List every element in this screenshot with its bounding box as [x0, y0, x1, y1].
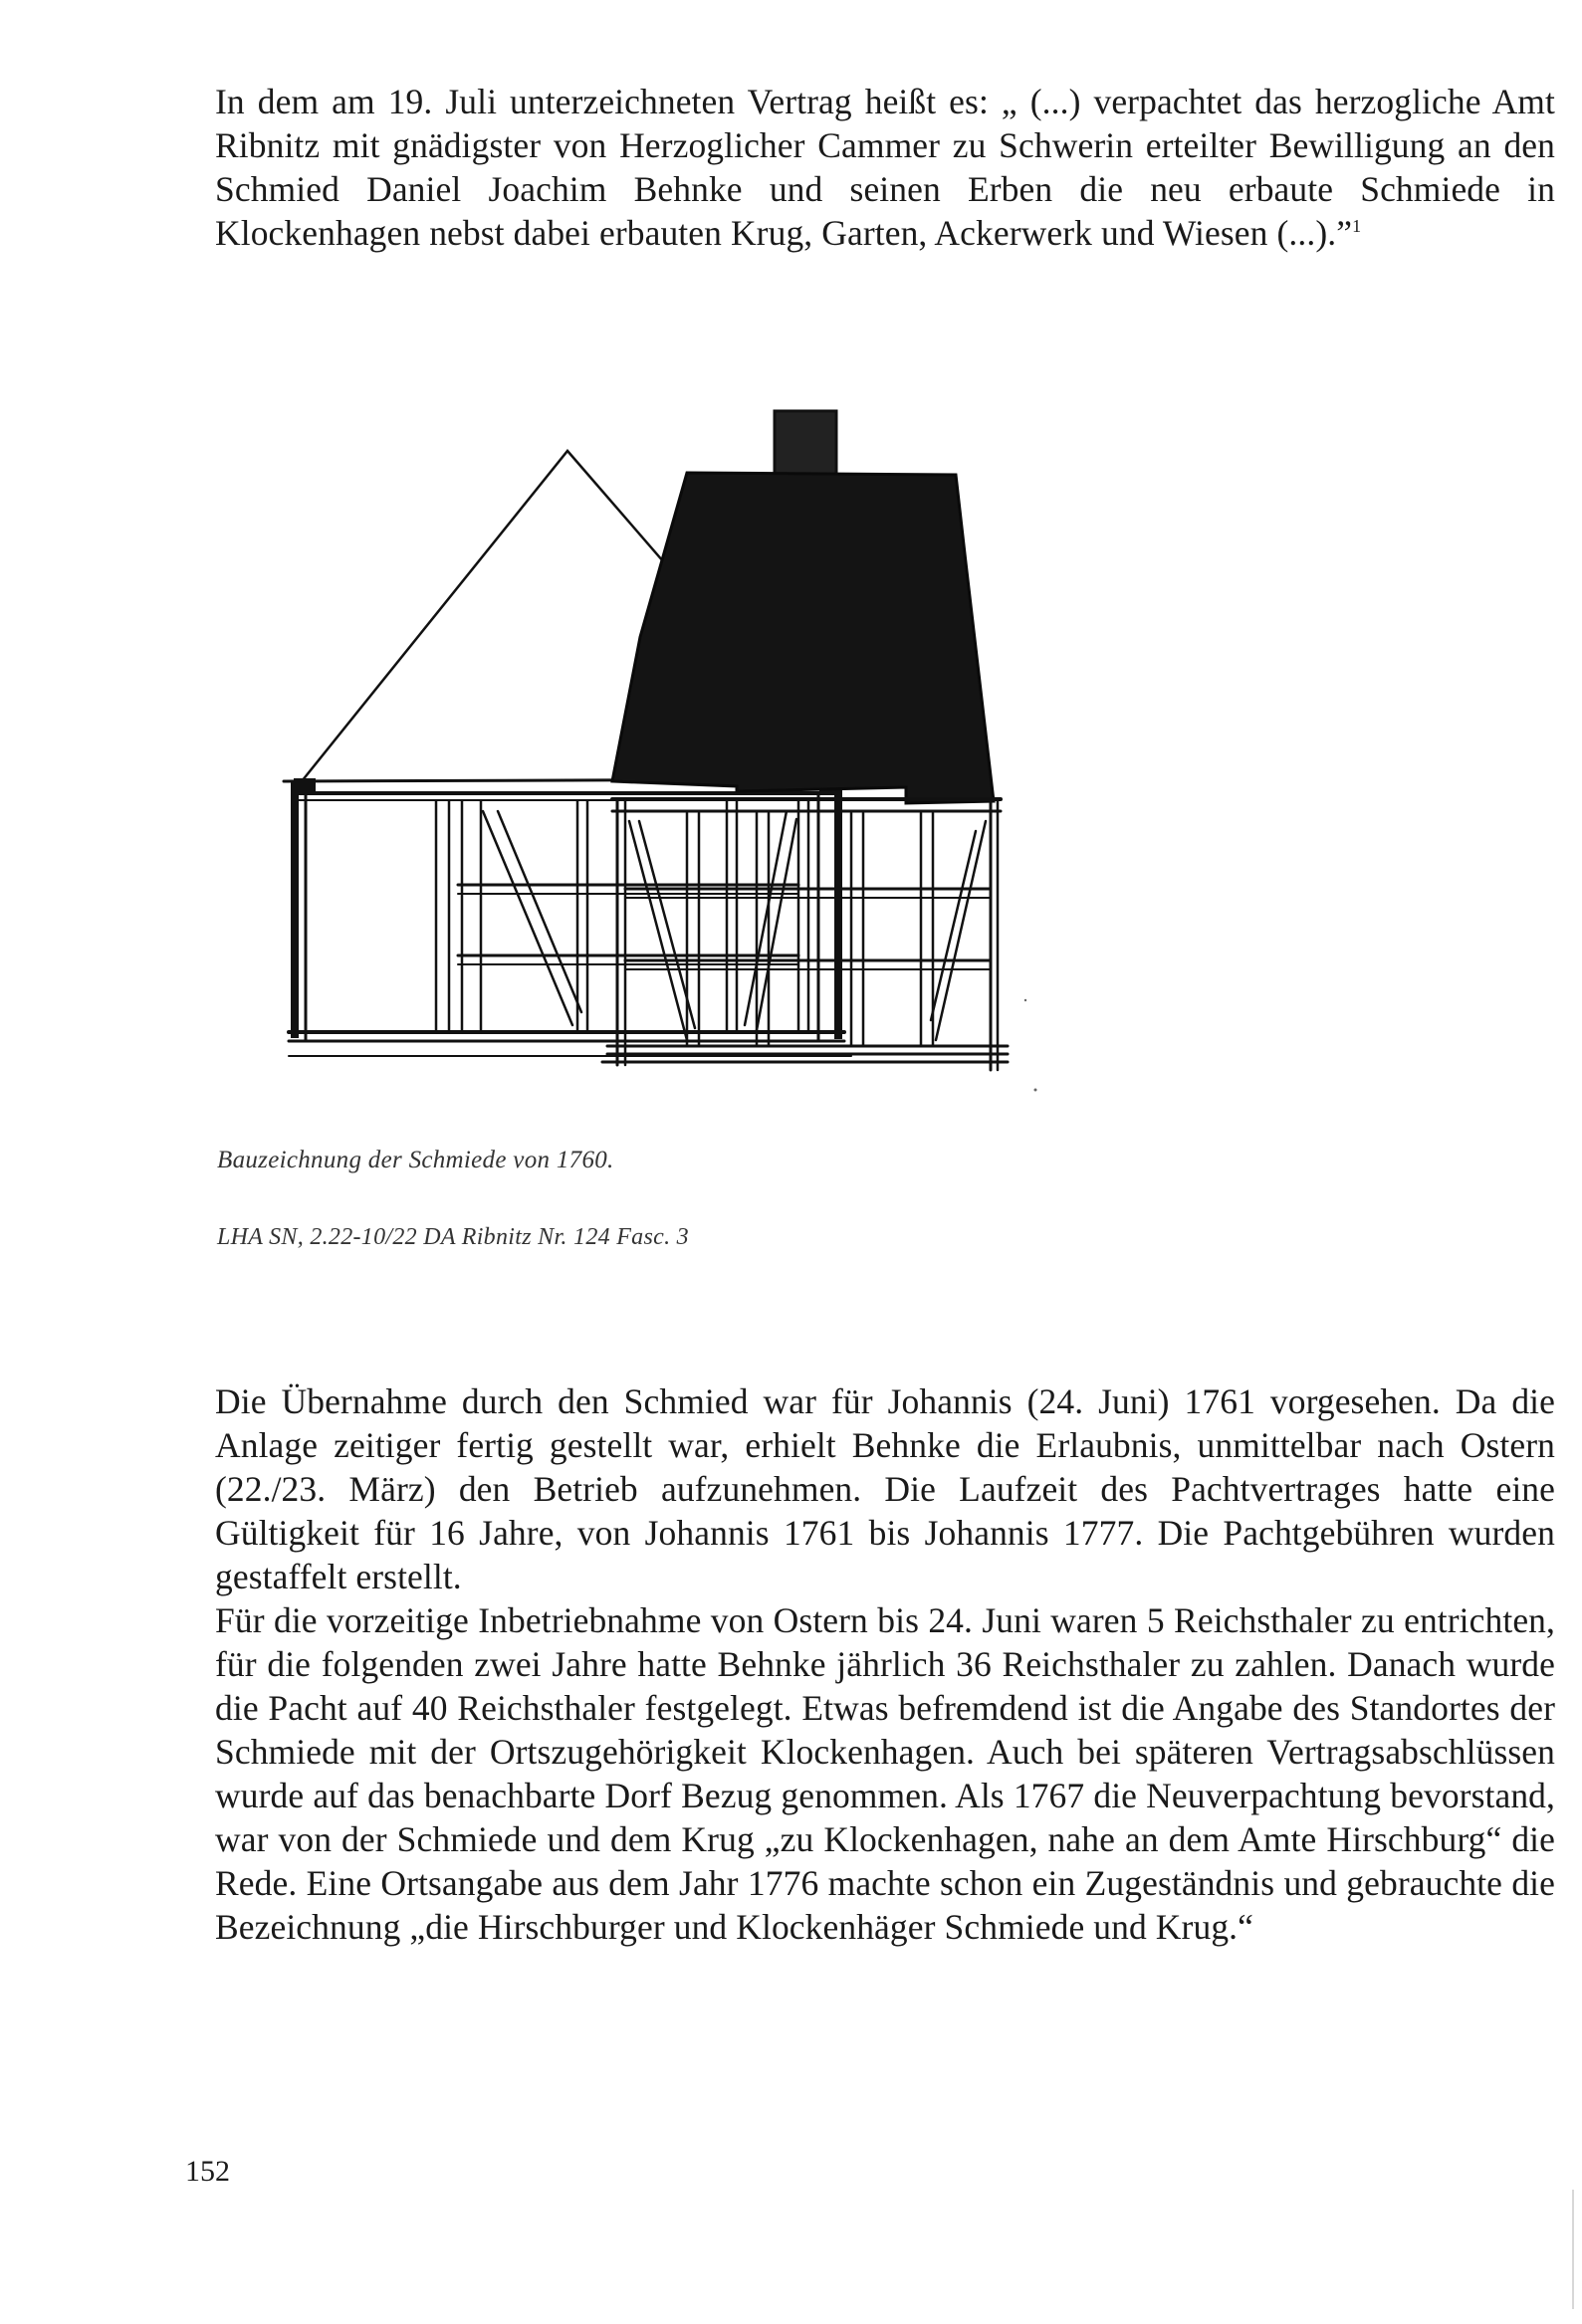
scan-edge	[1572, 2190, 1574, 2309]
footnote-reference: 1	[1352, 216, 1362, 237]
body-paragraphs	[215, 1379, 1555, 1949]
paragraph-handover: Die Übernahme durch den Schmied war für Johannis (24. Juni) 1761 vorgesehen. Da die Anlage zeitiger fertig gestellt war, erhielt Behnke die Erlaubnis, unmittelbar nach Ostern (22./23. März) den Betrieb aufzunehmen. Die Laufzeit des Pachtvertrages hatte eine Gültigkeit für 16 Jahre, von Johannis 1761 bis Johannis 1777. Die Pachtgebühren wurden gestaffelt erstellt.	[215, 1381, 1555, 1596]
page-number: 152	[185, 2155, 230, 2188]
right-front-elevation	[602, 411, 1008, 1070]
figure-source: LHA SN, 2.22-10/22 DA Ribnitz Nr. 124 Fasc. 3	[217, 1224, 689, 1250]
paragraph-text: In dem am 19. Juli unterzeichneten Vertrag heißt es: „ (...) verpachtet das herzogliche Amt Ribnitz mit gnädigster von Herzoglicher Cammer zu Schwerin erteilter Bewilligung an den Schmied Daniel Joachim Behnke und seinen Erben die neu erbaute Schmiede in Klockenhagen nebst dabei erbauten Krug, Garten, Ackerwerk und Wiesen (...).”	[215, 82, 1555, 253]
intro-paragraph	[215, 80, 1555, 255]
building-drawing	[269, 403, 1533, 1120]
paragraph-lease-fees: Für die vorzeitige Inbetriebnahme von Ostern bis 24. Juni waren 5 Reichsthaler zu entrichten, für die folgenden zwei Jahre hatte Behnke jährlich 36 Reichsthaler zu zahlen. Danach wurde die Pacht auf 40 Reichsthaler festgelegt. Etwas befremdend ist die Angabe des Standortes der Schmiede mit der Ortszugehörigkeit Klockenhagen. Auch bei späteren Vertragsabschlüssen wurde auf das benachbarte Dorf Bezug genommen. Als 1767 die Neuverpachtung bevorstand, war von der Schmiede und dem Krug „zu Klockenhagen, nahe an dem Amte Hirschburg“ die Rede. Eine Ortsangabe aus dem Jahr 1776 machte schon ein Zugeständnis und gebrauchte die Bezeichnung „die Hirschburger und Klockenhäger Schmiede und Krug.“	[215, 1600, 1555, 1947]
figure-caption: Bauzeichnung der Schmiede von 1760.	[217, 1147, 614, 1173]
